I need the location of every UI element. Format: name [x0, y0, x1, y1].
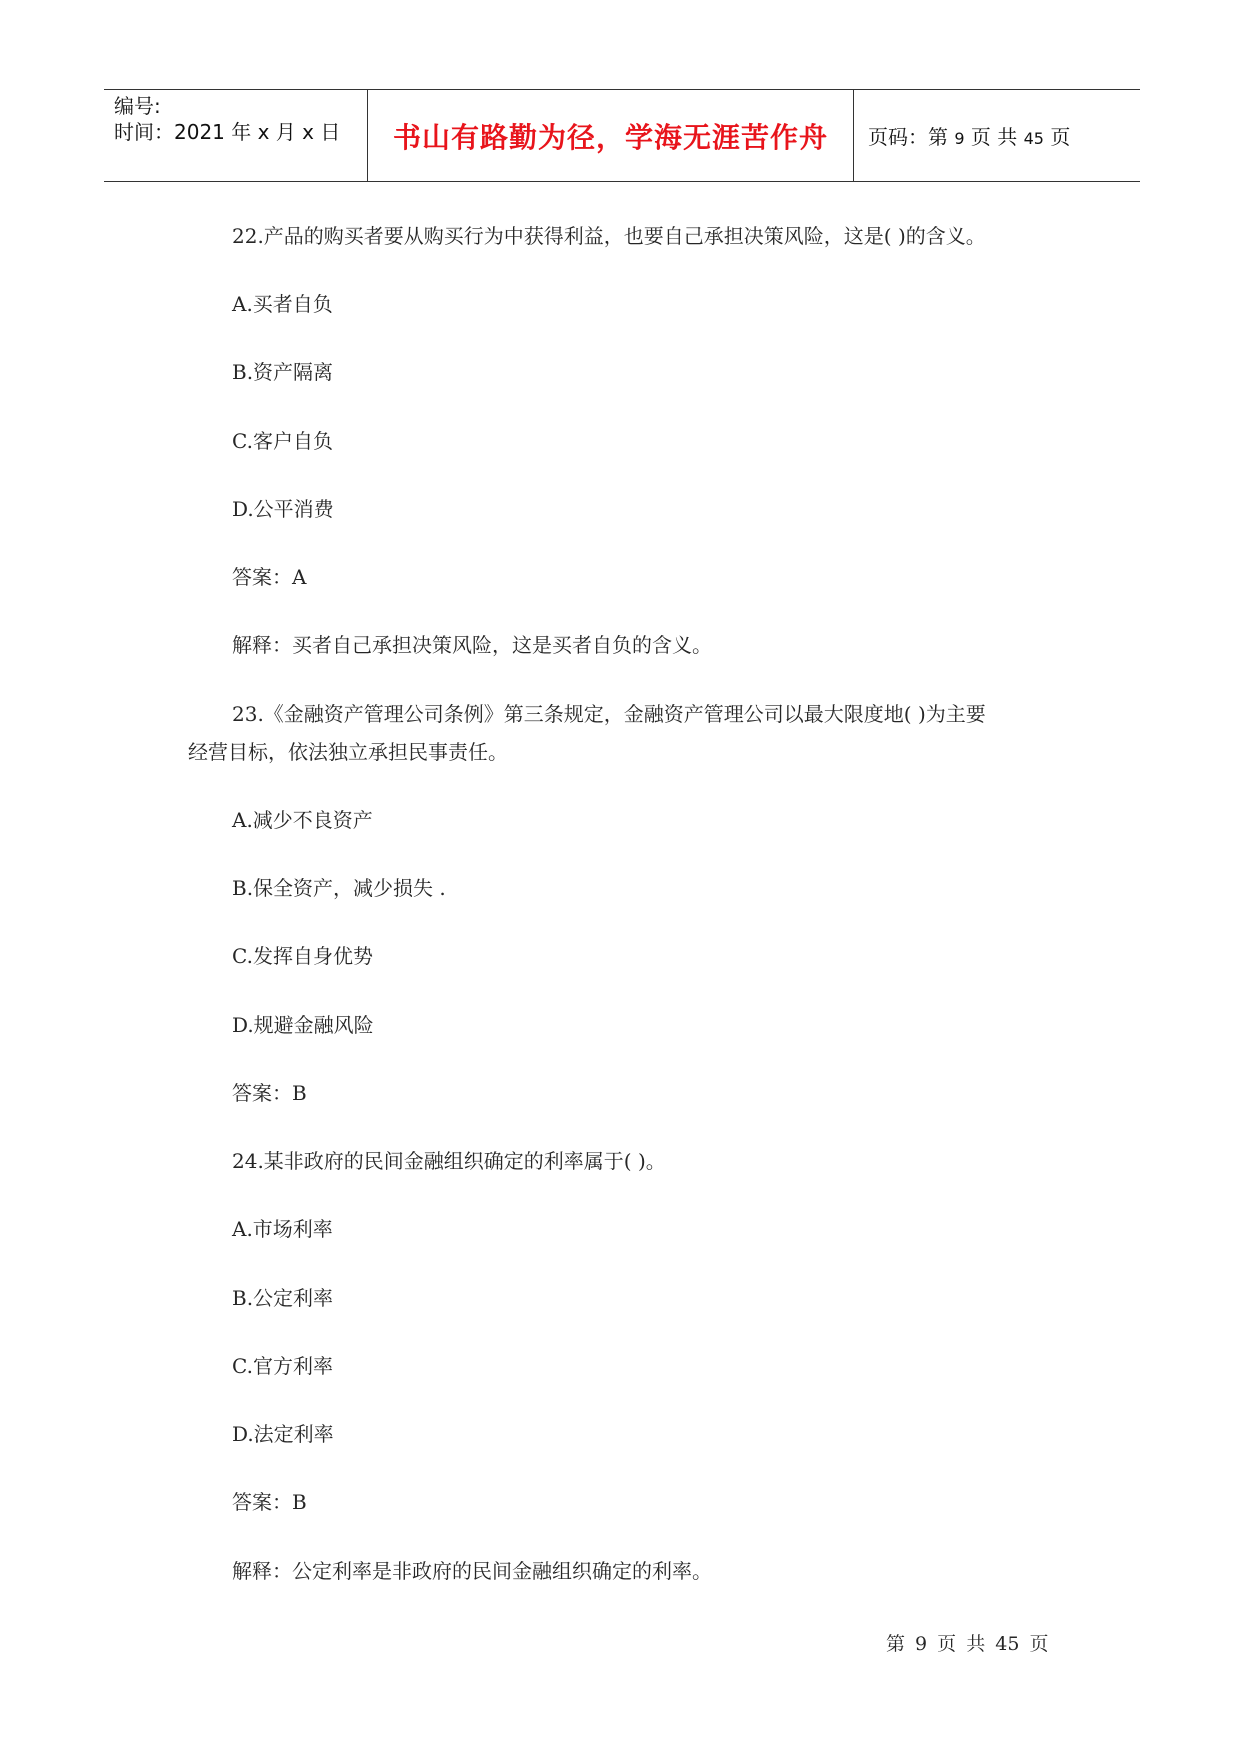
- option-b: B.资产隔离: [232, 360, 334, 384]
- option-b: B.保全资产，减少损失 .: [232, 876, 446, 900]
- explanation: 解释：买者自己承担决策风险，这是买者自负的含义。: [232, 633, 712, 657]
- question-22: 22.产品的购买者要从购买行为中获得利益，也要自己承担决策风险，这是( )的含义。: [232, 224, 986, 248]
- explanation: 解释：公定利率是非政府的民间金融组织确定的利率。: [232, 1559, 712, 1583]
- question-23: 23.《金融资产管理公司条例》第三条规定，金融资产管理公司以最大限度地( )为主要: [232, 702, 986, 726]
- answer: 答案：B: [232, 1081, 307, 1105]
- answer: 答案：A: [232, 565, 307, 589]
- page-code-prefix: 页码：第: [868, 125, 948, 149]
- option-d: D.法定利率: [232, 1422, 334, 1446]
- header-motto-cell: [368, 90, 854, 181]
- option-c: C.客户自负: [232, 429, 333, 453]
- option-a: A.市场利率: [232, 1217, 333, 1241]
- question-24: 24.某非政府的民间金融组织确定的利率属于( )。: [232, 1149, 666, 1173]
- page-code-total: 45: [1023, 129, 1044, 148]
- option-a: A.减少不良资产: [232, 808, 373, 832]
- answer: 答案：B: [232, 1490, 307, 1514]
- serial-label: 编号:: [114, 94, 161, 118]
- page-code-mid: 页 共: [970, 125, 1018, 149]
- option-b: B.公定利率: [232, 1286, 334, 1310]
- option-d: D.规避金融风险: [232, 1013, 374, 1037]
- option-d: D.公平消费: [232, 497, 334, 521]
- question-23-continued: 经营目标，依法独立承担民事责任。: [188, 740, 508, 764]
- document-header: [104, 89, 1140, 182]
- page-code: [868, 121, 1070, 150]
- option-c: C.官方利率: [232, 1354, 333, 1378]
- page-footer: 第 9 页 共 45 页: [886, 1633, 1049, 1655]
- header-page-code-cell: [854, 90, 1140, 181]
- option-c: C.发挥自身优势: [232, 944, 373, 968]
- motto-text: 书山有路勤为径，学海无涯苦作舟: [392, 120, 828, 154]
- header-left-cell: [104, 90, 368, 181]
- page-code-suffix: 页: [1050, 125, 1071, 149]
- option-a: A.买者自负: [232, 292, 333, 316]
- time-label: 时间：2021 年 x 月 x 日: [114, 120, 341, 144]
- page-code-current: 9: [954, 129, 965, 148]
